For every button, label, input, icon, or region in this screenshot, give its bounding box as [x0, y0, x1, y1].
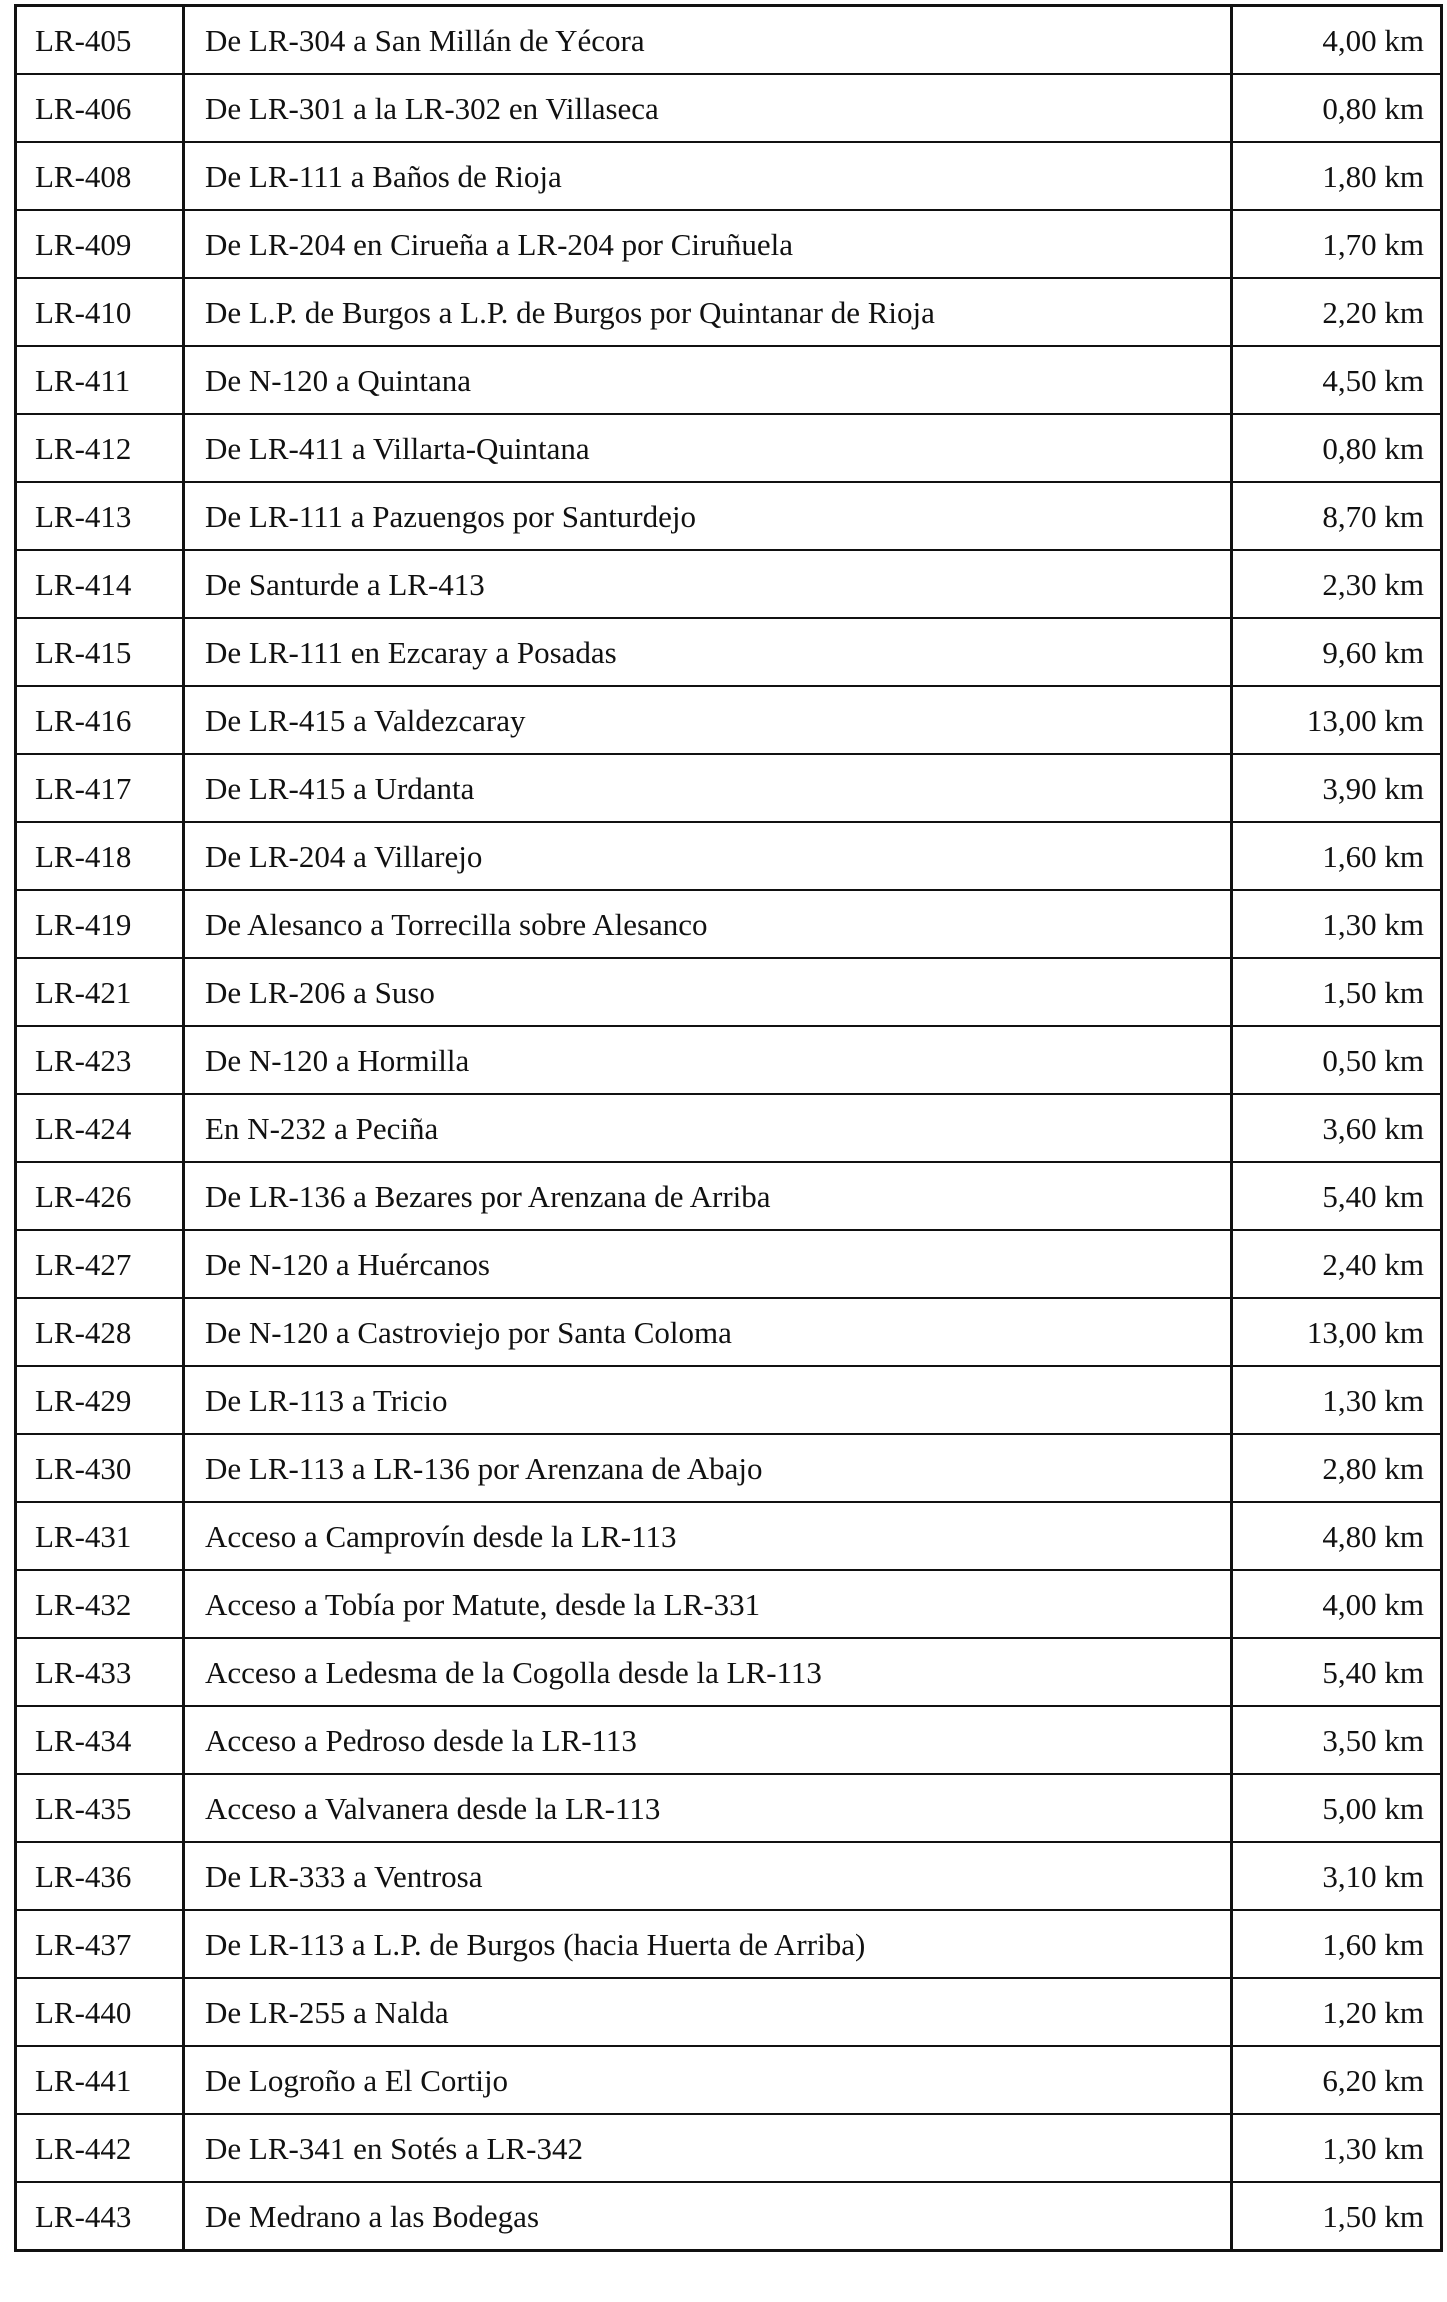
table-row: [16, 1570, 1442, 1638]
road-length-cell: 0,50 km: [1232, 1026, 1442, 1094]
road-length-cell: 1,30 km: [1232, 2114, 1442, 2182]
road-description-cell: De LR-111 a Pazuengos por Santurdejo: [184, 482, 1232, 550]
table-row: [16, 1230, 1442, 1298]
road-description-cell: De LR-113 a L.P. de Burgos (hacia Huerta de Arriba): [184, 1910, 1232, 1978]
road-code-cell: LR-417: [16, 754, 184, 822]
road-description-cell: De LR-204 a Villarejo: [184, 822, 1232, 890]
road-length-cell: 2,30 km: [1232, 550, 1442, 618]
road-length-cell: 1,50 km: [1232, 2182, 1442, 2251]
table-row: [16, 1366, 1442, 1434]
table-row: [16, 686, 1442, 754]
road-length-cell: 3,50 km: [1232, 1706, 1442, 1774]
table-row: [16, 1978, 1442, 2046]
road-length-cell: 8,70 km: [1232, 482, 1442, 550]
road-length-cell: 1,30 km: [1232, 890, 1442, 958]
road-code-cell: LR-429: [16, 1366, 184, 1434]
road-code-cell: LR-433: [16, 1638, 184, 1706]
table-row: [16, 754, 1442, 822]
road-length-cell: 1,20 km: [1232, 1978, 1442, 2046]
table-row: [16, 1162, 1442, 1230]
road-length-cell: 5,40 km: [1232, 1162, 1442, 1230]
road-description-cell: De N-120 a Castroviejo por Santa Coloma: [184, 1298, 1232, 1366]
road-length-cell: 1,60 km: [1232, 822, 1442, 890]
road-code-cell: LR-430: [16, 1434, 184, 1502]
road-length-cell: 3,60 km: [1232, 1094, 1442, 1162]
road-description-cell: De LR-304 a San Millán de Yécora: [184, 6, 1232, 75]
road-description-cell: De LR-333 a Ventrosa: [184, 1842, 1232, 1910]
road-code-cell: LR-434: [16, 1706, 184, 1774]
road-code-cell: LR-418: [16, 822, 184, 890]
road-length-cell: 1,80 km: [1232, 142, 1442, 210]
road-description-cell: Acceso a Ledesma de la Cogolla desde la LR-113: [184, 1638, 1232, 1706]
road-length-cell: 1,30 km: [1232, 1366, 1442, 1434]
road-description-cell: De LR-111 a Baños de Rioja: [184, 142, 1232, 210]
road-length-cell: 4,50 km: [1232, 346, 1442, 414]
road-code-cell: LR-408: [16, 142, 184, 210]
road-code-cell: LR-406: [16, 74, 184, 142]
road-length-cell: 0,80 km: [1232, 74, 1442, 142]
road-code-cell: LR-414: [16, 550, 184, 618]
road-code-cell: LR-416: [16, 686, 184, 754]
road-code-cell: LR-405: [16, 6, 184, 75]
road-code-cell: LR-428: [16, 1298, 184, 1366]
table-row: [16, 1706, 1442, 1774]
road-description-cell: De Alesanco a Torrecilla sobre Alesanco: [184, 890, 1232, 958]
road-description-cell: Acceso a Valvanera desde la LR-113: [184, 1774, 1232, 1842]
road-code-cell: LR-419: [16, 890, 184, 958]
road-description-cell: Acceso a Tobía por Matute, desde la LR-331: [184, 1570, 1232, 1638]
table-row: [16, 482, 1442, 550]
table-row: [16, 1094, 1442, 1162]
road-description-cell: De LR-111 en Ezcaray a Posadas: [184, 618, 1232, 686]
road-description-cell: Acceso a Camprovín desde la LR-113: [184, 1502, 1232, 1570]
road-description-cell: De LR-113 a LR-136 por Arenzana de Abajo: [184, 1434, 1232, 1502]
table-row: [16, 890, 1442, 958]
road-description-cell: De LR-415 a Urdanta: [184, 754, 1232, 822]
table-row: [16, 1502, 1442, 1570]
road-code-cell: LR-412: [16, 414, 184, 482]
table-row: [16, 2046, 1442, 2114]
table-row: [16, 618, 1442, 686]
road-length-cell: 6,20 km: [1232, 2046, 1442, 2114]
road-length-cell: 3,10 km: [1232, 1842, 1442, 1910]
table-row: [16, 550, 1442, 618]
road-description-cell: De N-120 a Hormilla: [184, 1026, 1232, 1094]
road-description-cell: De LR-136 a Bezares por Arenzana de Arriba: [184, 1162, 1232, 1230]
table-row: [16, 1910, 1442, 1978]
road-length-cell: 9,60 km: [1232, 618, 1442, 686]
table-row: [16, 1638, 1442, 1706]
road-table: [14, 4, 1443, 2252]
table-row: [16, 1774, 1442, 1842]
table-row: [16, 346, 1442, 414]
table-row: [16, 142, 1442, 210]
table-row: [16, 2114, 1442, 2182]
table-row: [16, 74, 1442, 142]
road-code-cell: LR-442: [16, 2114, 184, 2182]
road-code-cell: LR-423: [16, 1026, 184, 1094]
road-length-cell: 3,90 km: [1232, 754, 1442, 822]
road-length-cell: 1,50 km: [1232, 958, 1442, 1026]
table-row: [16, 2182, 1442, 2251]
road-length-cell: 1,60 km: [1232, 1910, 1442, 1978]
road-code-cell: LR-415: [16, 618, 184, 686]
road-length-cell: 5,00 km: [1232, 1774, 1442, 1842]
table-row: [16, 6, 1442, 75]
road-length-cell: 1,70 km: [1232, 210, 1442, 278]
road-table-body: [16, 6, 1442, 2251]
table-row: [16, 278, 1442, 346]
road-length-cell: 4,00 km: [1232, 6, 1442, 75]
road-description-cell: De N-120 a Quintana: [184, 346, 1232, 414]
road-code-cell: LR-435: [16, 1774, 184, 1842]
road-description-cell: De LR-204 en Cirueña a LR-204 por Ciruñuela: [184, 210, 1232, 278]
table-row: [16, 1298, 1442, 1366]
road-description-cell: De Logroño a El Cortijo: [184, 2046, 1232, 2114]
table-row: [16, 1842, 1442, 1910]
road-description-cell: De LR-113 a Tricio: [184, 1366, 1232, 1434]
road-length-cell: 13,00 km: [1232, 686, 1442, 754]
road-code-cell: LR-421: [16, 958, 184, 1026]
road-code-cell: LR-424: [16, 1094, 184, 1162]
road-length-cell: 2,40 km: [1232, 1230, 1442, 1298]
road-description-cell: De LR-415 a Valdezcaray: [184, 686, 1232, 754]
road-length-cell: 2,80 km: [1232, 1434, 1442, 1502]
road-length-cell: 4,80 km: [1232, 1502, 1442, 1570]
road-length-cell: 0,80 km: [1232, 414, 1442, 482]
table-row: [16, 210, 1442, 278]
road-description-cell: De LR-411 a Villarta-Quintana: [184, 414, 1232, 482]
road-code-cell: LR-440: [16, 1978, 184, 2046]
road-description-cell: De LR-255 a Nalda: [184, 1978, 1232, 2046]
road-description-cell: Acceso a Pedroso desde la LR-113: [184, 1706, 1232, 1774]
table-row: [16, 822, 1442, 890]
road-code-cell: LR-411: [16, 346, 184, 414]
road-code-cell: LR-443: [16, 2182, 184, 2251]
road-code-cell: LR-410: [16, 278, 184, 346]
road-code-cell: LR-427: [16, 1230, 184, 1298]
road-description-cell: De Santurde a LR-413: [184, 550, 1232, 618]
road-code-cell: LR-441: [16, 2046, 184, 2114]
table-row: [16, 414, 1442, 482]
road-description-cell: De N-120 a Huércanos: [184, 1230, 1232, 1298]
road-description-cell: De L.P. de Burgos a L.P. de Burgos por Quintanar de Rioja: [184, 278, 1232, 346]
table-row: [16, 1026, 1442, 1094]
road-code-cell: LR-409: [16, 210, 184, 278]
road-length-cell: 5,40 km: [1232, 1638, 1442, 1706]
road-description-cell: De Medrano a las Bodegas: [184, 2182, 1232, 2251]
road-code-cell: LR-436: [16, 1842, 184, 1910]
road-description-cell: En N-232 a Peciña: [184, 1094, 1232, 1162]
road-code-cell: LR-437: [16, 1910, 184, 1978]
road-length-cell: 4,00 km: [1232, 1570, 1442, 1638]
road-description-cell: De LR-301 a la LR-302 en Villaseca: [184, 74, 1232, 142]
road-length-cell: 2,20 km: [1232, 278, 1442, 346]
road-code-cell: LR-413: [16, 482, 184, 550]
road-description-cell: De LR-341 en Sotés a LR-342: [184, 2114, 1232, 2182]
road-length-cell: 13,00 km: [1232, 1298, 1442, 1366]
table-row: [16, 1434, 1442, 1502]
road-code-cell: LR-431: [16, 1502, 184, 1570]
table-row: [16, 958, 1442, 1026]
road-description-cell: De LR-206 a Suso: [184, 958, 1232, 1026]
road-code-cell: LR-426: [16, 1162, 184, 1230]
road-code-cell: LR-432: [16, 1570, 184, 1638]
